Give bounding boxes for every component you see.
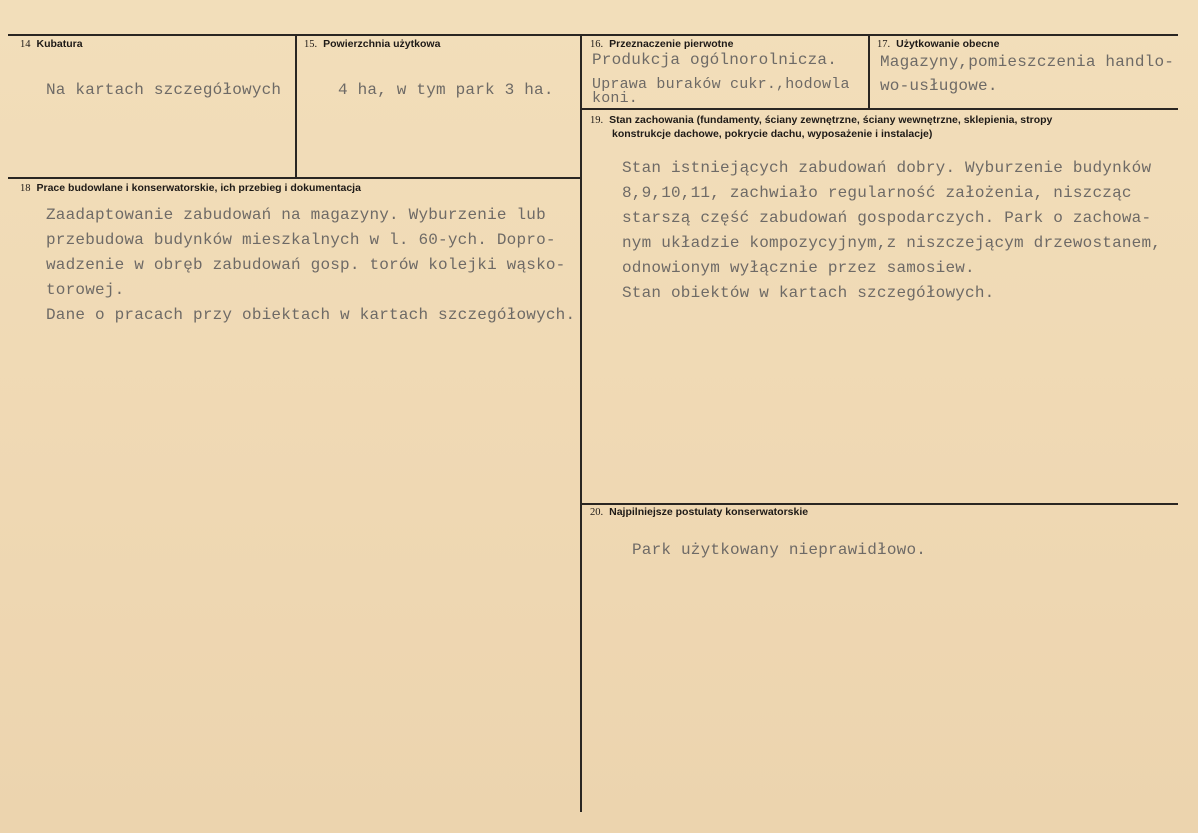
- field-20-value: Park użytkowany nieprawidłowo.: [632, 541, 927, 559]
- divider-14-15: [295, 34, 297, 177]
- field-17-line-2: wo-usługowe.: [880, 77, 998, 95]
- field-18-line: torowej.: [46, 281, 125, 299]
- field-15-value: 4 ha, w tym park 3 ha.: [338, 81, 554, 99]
- rule-above-20: [582, 503, 1178, 505]
- field-16-line-2: Uprawa buraków cukr.,hodowla: [592, 76, 850, 93]
- field-18-label: 18 Prace budowlane i konserwatorskie, ich przebieg i dokumentacja: [20, 182, 361, 194]
- field-19-line: Stan obiektów w kartach szczegółowych.: [622, 284, 995, 302]
- field-18-line: przebudowa budynków mieszkalnych w l. 60-ych. Dopro-: [46, 231, 556, 249]
- top-rule: [8, 34, 1178, 36]
- field-19-label-line-1: 19. Stan zachowania (fundamenty, ściany zewnętrzne, ściany wewnętrzne, sklepienia, stropy: [590, 114, 1053, 126]
- field-20-label: 20. Najpilniejsze postulaty konserwatorskie: [590, 506, 809, 518]
- field-18-line: wadzenie w obręb zabudowań gosp. torów kolejki wąsko-: [46, 256, 566, 274]
- field-16-line-1: Produkcja ogólnorolnicza.: [592, 51, 838, 69]
- field-19-line: starszą część zabudowań gospodarczych. Park o zachowa-: [622, 209, 1152, 227]
- field-16-line-3: koni.: [592, 90, 639, 107]
- field-18-line: Zaadaptowanie zabudowań na magazyny. Wyburzenie lub: [46, 206, 546, 224]
- field-14-label: 14 Kubatura: [20, 38, 83, 50]
- rule-under-14-15: [8, 177, 581, 179]
- field-17-label: 17. Użytkowanie obecne: [877, 38, 1000, 50]
- field-19-line: Stan istniejących zabudowań dobry. Wyburzenie budynków: [622, 159, 1152, 177]
- divider-16-17: [868, 34, 870, 110]
- field-18-line: Dane o pracach przy obiektach w kartach szczegółowych.: [46, 306, 576, 324]
- field-15-label: 15. Powierzchnia użytkowa: [304, 38, 441, 50]
- field-19-line: odnowionym wyłącznie przez samosiew.: [622, 259, 975, 277]
- field-14-value: Na kartach szczegółowych: [46, 81, 282, 99]
- field-19-line: nym układzie kompozycyjnym,z niszczejącym drzewostanem,: [622, 234, 1162, 252]
- field-16-label: 16. Przeznaczenie pierwotne: [590, 38, 734, 50]
- field-19-label-line-2: konstrukcje dachowe, pokrycie dachu, wyposażenie i instalacje): [612, 128, 933, 140]
- rule-under-16-17: [582, 108, 1178, 110]
- main-vertical-divider: [580, 34, 582, 812]
- field-17-line-1: Magazyny,pomieszczenia handlo-: [880, 53, 1175, 71]
- field-19-line: 8,9,10,11, zachwiało regularność założenia, niszcząc: [622, 184, 1132, 202]
